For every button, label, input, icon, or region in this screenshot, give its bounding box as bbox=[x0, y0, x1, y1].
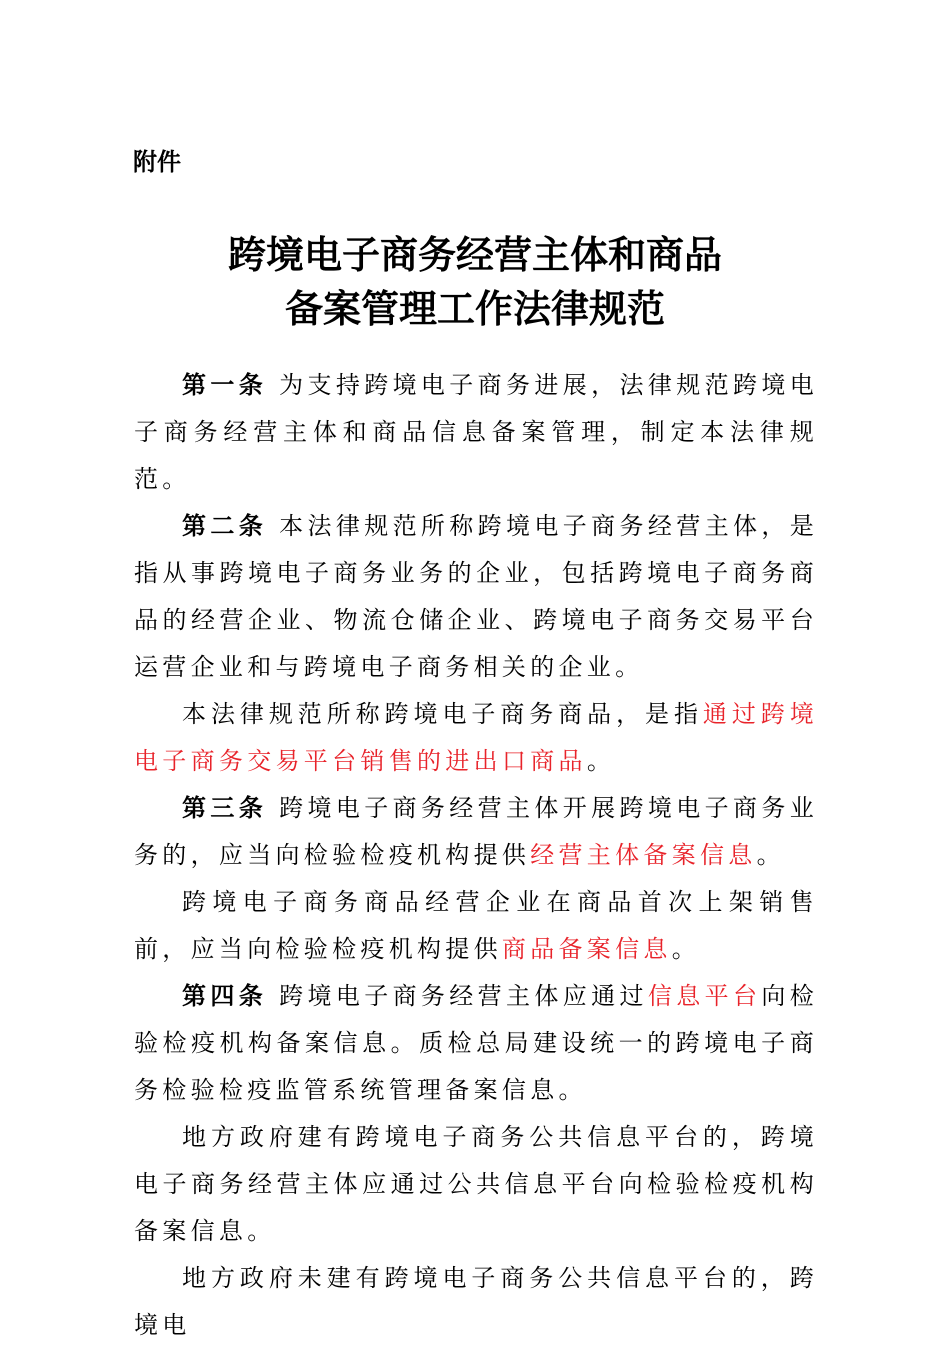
highlighted-text: 信息平台 bbox=[647, 982, 762, 1010]
paragraph-text: 地方政府建有跨境电子商务公共信息平台的，跨境电子商务经营主体应通过公共信息平台向检验检疫机构备案信息。 bbox=[134, 1123, 818, 1245]
paragraph bbox=[134, 785, 818, 879]
paragraph-text: 。 bbox=[586, 747, 616, 775]
paragraph-text: 跨境电子商务经营主体开展跨境电子商务业务的，应当向检验检疫机构提供 bbox=[134, 794, 818, 869]
highlighted-text: 通过跨境电子商务交易平台销售的进出口商品 bbox=[134, 700, 819, 775]
title-line-1: 跨境电子商务经营主体和商品 bbox=[227, 232, 722, 277]
paragraph-text: 本法律规范所称跨境电子商务商品，是指 bbox=[182, 700, 703, 728]
paragraph-text: 向检验检疫机构备案信息。质检总局建设统一的跨境电子商务检验检疫监管系统管理备案信息。 bbox=[134, 982, 819, 1104]
article-number: 第三条 bbox=[182, 794, 268, 822]
document-title bbox=[0, 228, 950, 336]
paragraph-text: 跨境电子商务经营主体应通过 bbox=[267, 982, 648, 1010]
paragraph-text: 本法律规范所称跨境电子商务经营主体，是指从事跨境电子商务业务的企业，包括跨境电子商务商品的经营企业、物流仓储企业、跨境电子商务交易平台运营企业和与跨境电子商务相关的企业。 bbox=[134, 512, 818, 681]
article-number: 第四条 bbox=[182, 982, 268, 1010]
article-number: 第二条 bbox=[182, 512, 268, 540]
paragraph bbox=[134, 691, 818, 785]
paragraph-text: 为支持跨境电子商务进展，法律规范跨境电子商务经营主体和商品信息备案管理，制定本法律规范。 bbox=[134, 371, 818, 493]
highlighted-text: 经营主体备案信息 bbox=[530, 841, 757, 869]
paragraph bbox=[134, 362, 818, 503]
paragraph-text: 地方政府未建有跨境电子商务公共信息平台的，跨境电 bbox=[134, 1264, 818, 1339]
title-line-2: 备案管理工作法律规范 bbox=[284, 286, 665, 331]
article-number: 第一条 bbox=[182, 371, 268, 399]
paragraph-text: 。 bbox=[671, 935, 701, 963]
paragraph bbox=[134, 973, 818, 1114]
paragraph bbox=[134, 879, 818, 973]
attachment-label: 附件 bbox=[133, 148, 181, 176]
document-body bbox=[134, 362, 818, 1349]
paragraph-text: 跨境电子商务商品经营企业在商品首次上架销售前，应当向检验检疫机构提供 bbox=[134, 888, 818, 963]
paragraph bbox=[134, 503, 818, 691]
paragraph bbox=[134, 1255, 818, 1349]
paragraph bbox=[134, 1114, 818, 1255]
paragraph-text: 。 bbox=[756, 841, 785, 869]
highlighted-text: 商品备案信息 bbox=[501, 935, 672, 963]
